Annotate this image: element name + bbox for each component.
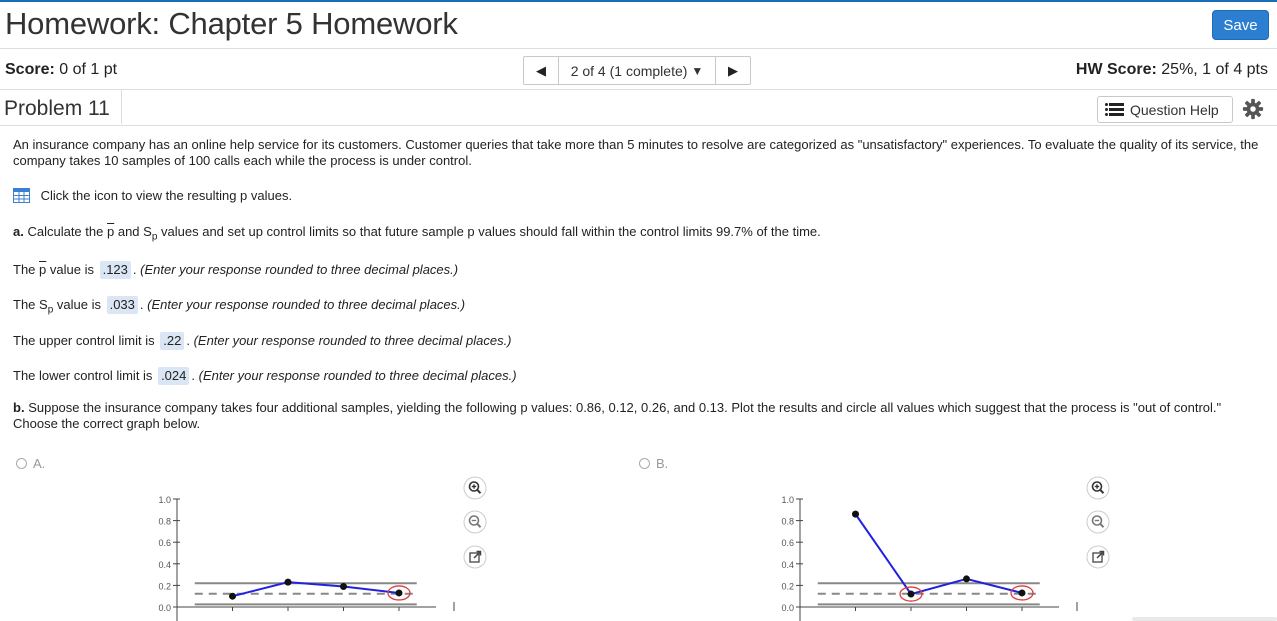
gear-icon[interactable]	[1242, 98, 1264, 120]
answer-text: value is	[56, 297, 101, 312]
s-subscript: p	[47, 304, 54, 316]
question-help-label: Question Help	[1130, 101, 1219, 118]
question-help-button[interactable]	[1097, 96, 1233, 123]
data-point	[285, 579, 292, 586]
score-display	[5, 61, 117, 79]
part-a-label: a.	[13, 224, 24, 239]
sp-symbol	[39, 297, 54, 316]
p-bar-symbol: $\overline{p}$	[106, 224, 115, 239]
y-tick-label: 1.0	[158, 495, 171, 505]
y-tick-label: 0.6	[158, 538, 171, 549]
data-point	[396, 589, 403, 596]
part-a-text: and	[117, 224, 140, 239]
y-tick-label: 0.8	[158, 516, 171, 527]
open-external-icon[interactable]	[1086, 545, 1110, 569]
page-title: Homework: Chapter 5 Homework	[5, 6, 458, 41]
y-tick-label: 0.6	[781, 538, 794, 549]
y-tick-label: 0.2	[781, 581, 794, 592]
ucl-answer[interactable]: .22	[160, 332, 184, 350]
p-bar-symbol: $\overline{p}$	[39, 262, 47, 277]
control-chart-a	[140, 486, 470, 621]
y-tick-label: 1.0	[781, 495, 794, 505]
part-b-label: b.	[13, 400, 25, 415]
sp-symbol	[143, 224, 158, 243]
open-external-icon[interactable]	[463, 545, 487, 569]
question-selector[interactable]	[559, 57, 715, 84]
caret-down-icon: ▼	[691, 63, 704, 78]
part-a-text: values and set up control limits so that future sample p values should fall within the control limits 99.7% of the time.	[161, 224, 821, 239]
data-point	[963, 575, 970, 582]
zoom-out-icon[interactable]	[463, 510, 487, 534]
question-position: 2 of 4 (1 complete)	[570, 62, 688, 79]
answer-text: value is	[49, 262, 94, 277]
score-value: 0 of 1 pt	[59, 61, 118, 78]
sp-answer[interactable]: .033	[107, 296, 138, 314]
problem-title: Problem 11	[4, 97, 110, 120]
scroll-indicator	[1132, 617, 1277, 621]
zoom-in-icon[interactable]	[1086, 476, 1110, 500]
triangle-right-icon: ▶	[728, 62, 738, 78]
radio-button[interactable]	[639, 458, 650, 469]
triangle-left-icon: ◀	[536, 62, 546, 78]
y-tick-label: 0.8	[781, 516, 794, 527]
rounding-hint: (Enter your response rounded to three decimal places.)	[193, 333, 512, 348]
data-point	[340, 583, 347, 590]
hw-score-label: HW Score:	[1075, 61, 1157, 78]
previous-question-button[interactable]	[524, 57, 559, 84]
part-a-text: Calculate the	[27, 224, 104, 239]
data-point	[852, 511, 859, 518]
question-navigator	[523, 56, 751, 85]
s-letter: S	[143, 224, 152, 239]
rounding-hint: (Enter your response rounded to three decimal places.)	[198, 368, 517, 383]
answer-text: The upper control limit is	[13, 333, 155, 348]
data-line	[856, 514, 1023, 594]
option-a-label: A.	[33, 456, 46, 471]
y-tick-label: 0.2	[158, 581, 171, 592]
radio-button[interactable]	[16, 458, 27, 469]
part-a-prompt	[13, 224, 1263, 246]
data-point	[1019, 589, 1026, 596]
zoom-in-icon[interactable]	[463, 476, 487, 500]
divider	[121, 90, 122, 124]
zoom-out-icon[interactable]	[1086, 510, 1110, 534]
ucl-answer-line: The upper control limit is .22 . (Enter your response rounded to three decimal places.)	[13, 333, 512, 348]
data-icon-text: Click the icon to view the resulting p values.	[40, 188, 293, 203]
data-icon-line	[13, 188, 1263, 204]
data-point	[908, 591, 915, 598]
list-icon	[1105, 103, 1124, 116]
control-chart-b	[763, 486, 1093, 621]
top-accent-line	[0, 0, 1277, 2]
question-intro: An insurance company has an online help service for its customers. Customer queries that take more than 5 minutes to resolve are categorized as "unsatisfactory" experiences. To evaluate the quality of its service, the company takes 10 samples of 100 calls each while the process is under control.	[13, 137, 1259, 168]
divider	[0, 89, 1277, 90]
rounding-hint: (Enter your response rounded to three decimal places.)	[147, 297, 466, 312]
part-b-prompt	[13, 400, 1263, 432]
divider	[0, 48, 1277, 49]
p-bar-answer-line: The $\overline{p}$ value is .123 . (Enter your response rounded to three decimal places.)	[13, 262, 459, 277]
s-letter: S	[39, 297, 48, 312]
divider	[0, 125, 1277, 126]
option-b[interactable]	[639, 456, 668, 471]
option-a[interactable]	[16, 456, 45, 471]
y-tick-label: 0.4	[781, 559, 794, 570]
lcl-answer[interactable]: .024	[158, 367, 189, 385]
sp-answer-line: The $S_p$ value is .033 . (Enter your response rounded to three decimal places.)	[13, 297, 466, 316]
table-icon[interactable]	[13, 188, 30, 203]
hw-score-value: 25%, 1 of 4 pts	[1161, 61, 1268, 78]
lcl-answer-line: The lower control limit is .024 . (Enter your response rounded to three decimal places.)	[13, 368, 517, 383]
answer-text: The	[13, 262, 36, 277]
save-button[interactable]: Save	[1212, 10, 1269, 40]
y-tick-label: 0.0	[158, 603, 171, 613]
answer-text: The lower control limit is	[13, 368, 153, 383]
option-b-label: B.	[656, 456, 669, 471]
data-point	[229, 593, 236, 600]
next-question-button[interactable]	[715, 57, 750, 84]
answer-text: The	[13, 297, 36, 312]
hw-score-display	[1076, 61, 1268, 79]
y-tick-label: 0.4	[158, 559, 171, 570]
score-label: Score:	[5, 61, 55, 78]
p-bar-answer[interactable]: .123	[100, 261, 131, 279]
s-subscript: p	[151, 231, 158, 243]
rounding-hint: (Enter your response rounded to three decimal places.)	[140, 262, 459, 277]
part-b-text: Suppose the insurance company takes four additional samples, yielding the following p values: 0.86, 0.12, 0.26, and 0.13. Plot the results and circle all values which suggest that the process is "out of control." Choose the correct graph below.	[13, 400, 1222, 431]
y-tick-label: 0.0	[781, 603, 794, 613]
